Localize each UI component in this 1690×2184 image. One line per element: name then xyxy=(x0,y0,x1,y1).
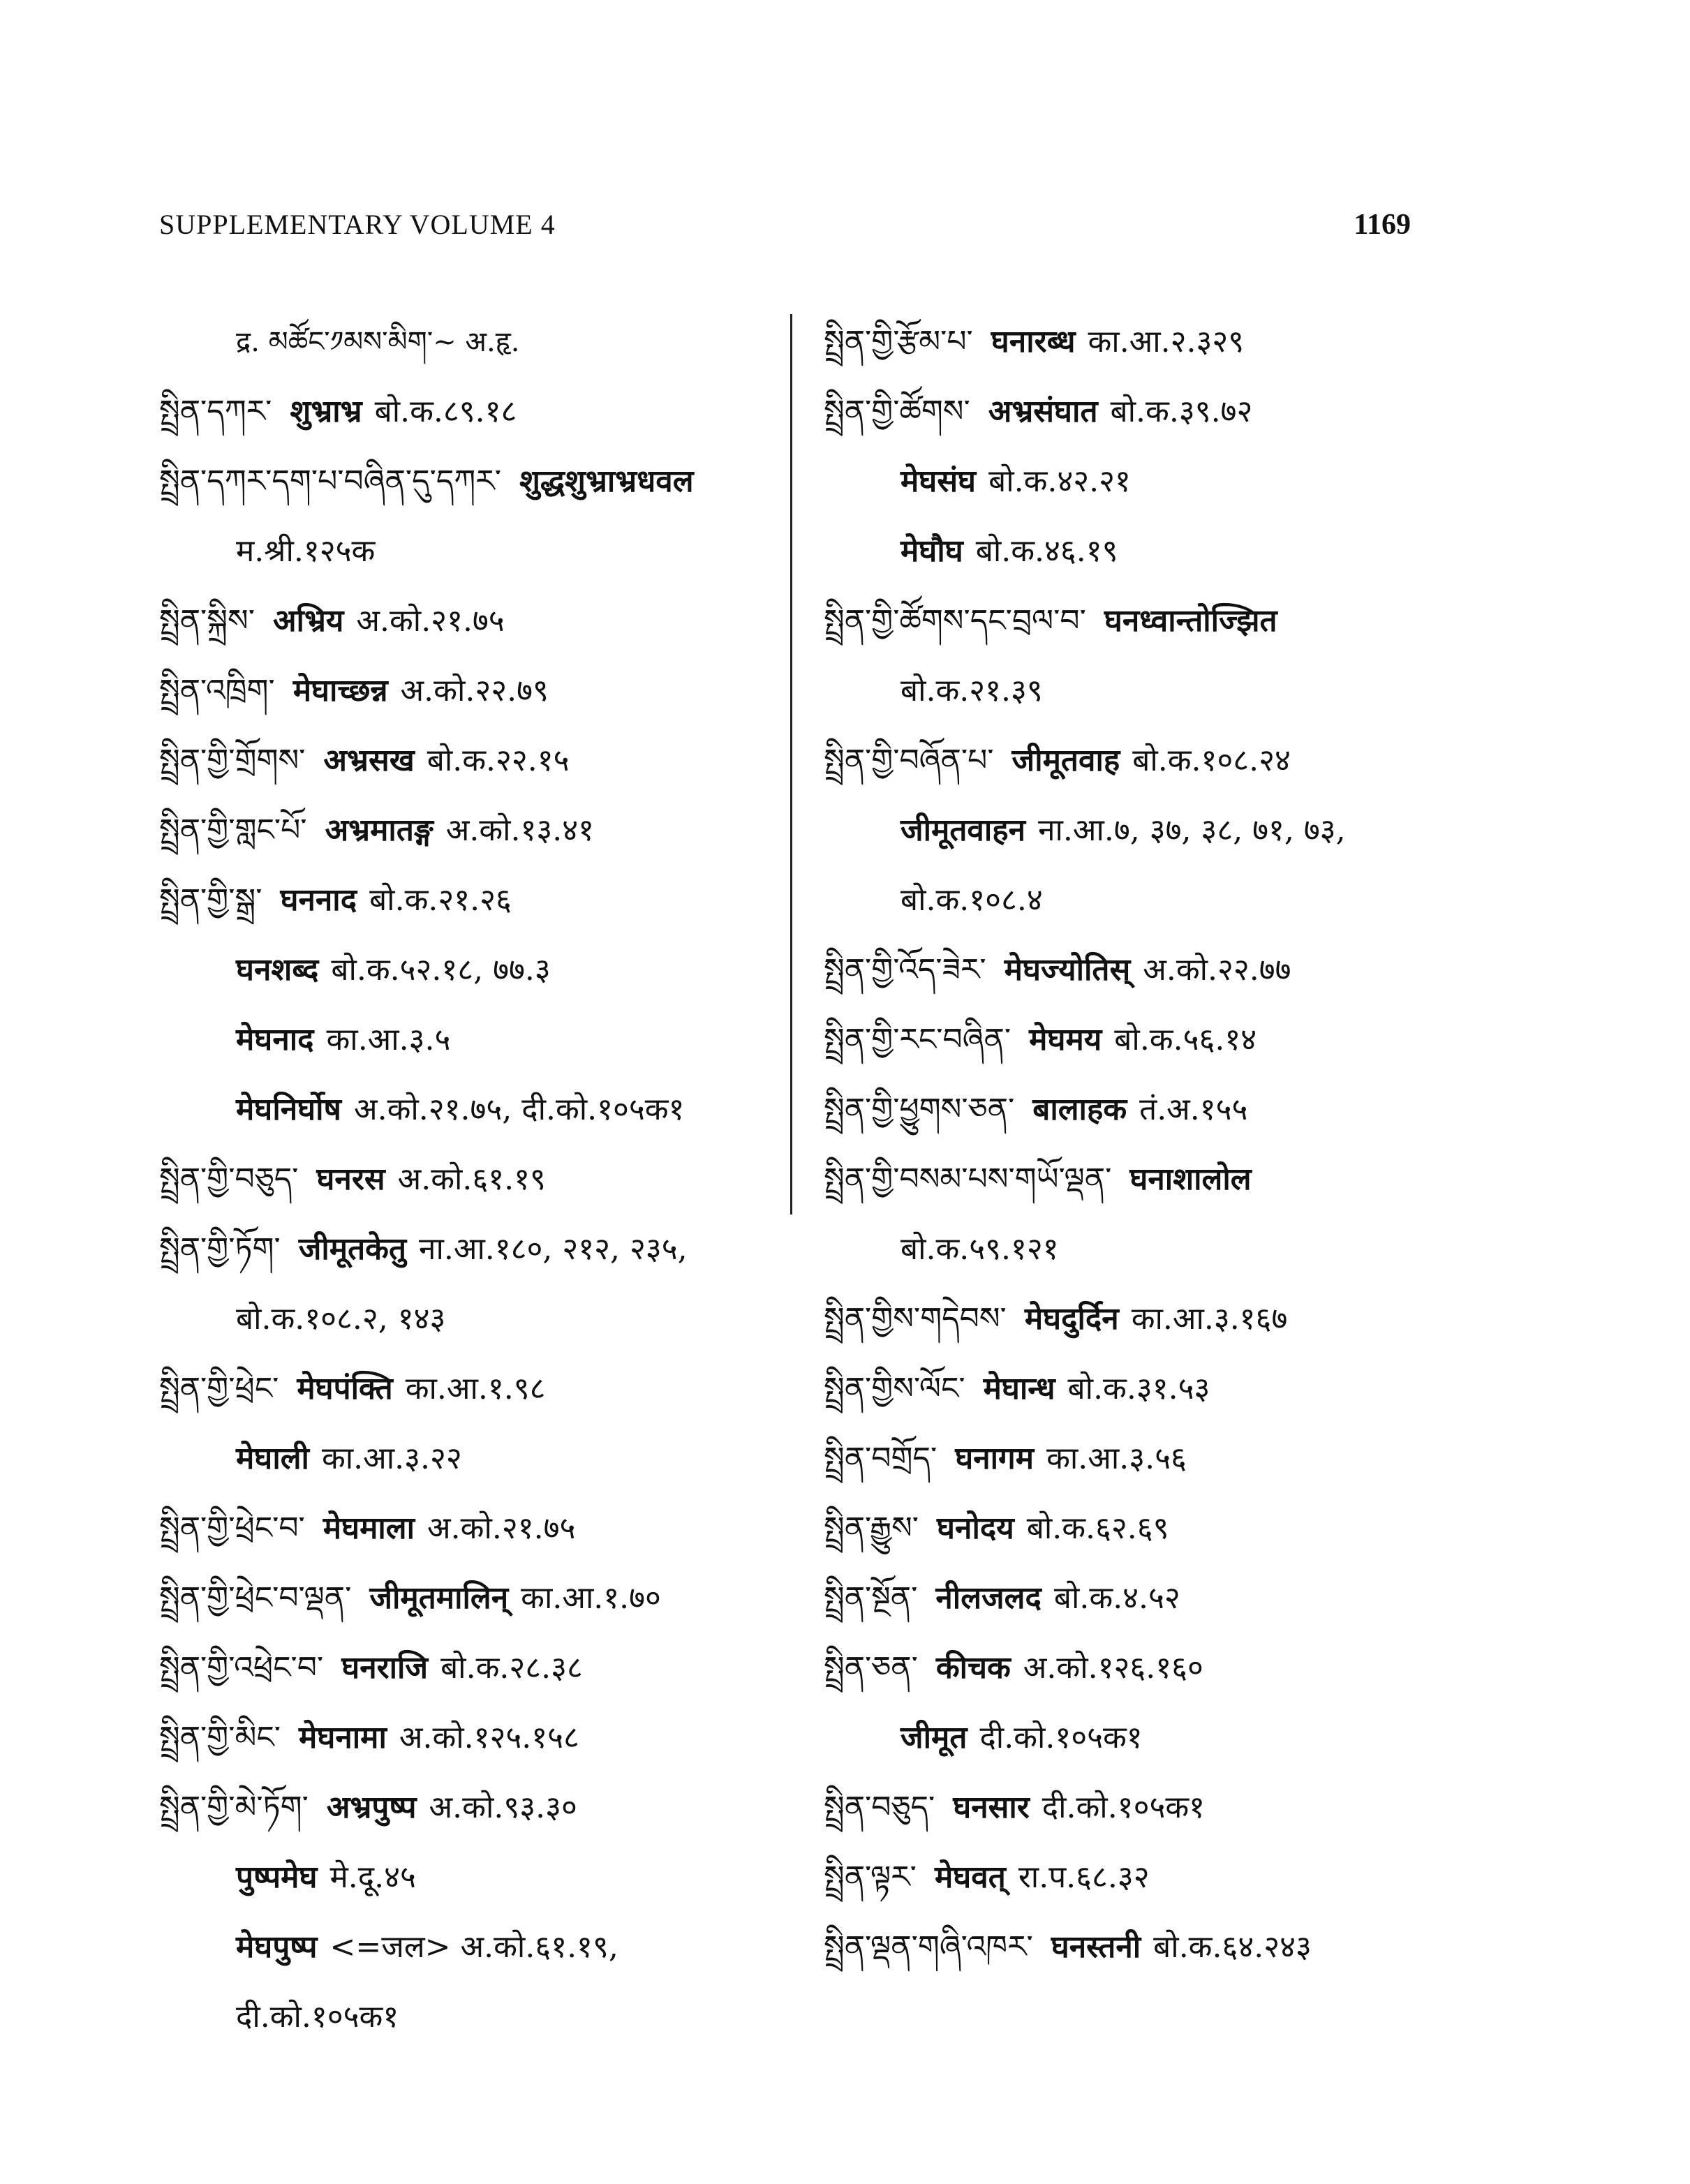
tibetan-headword: སྤྲིན་ཅན་ xyxy=(824,1650,918,1686)
sanskrit-equivalent: मेघदुर्दिन xyxy=(1024,1301,1119,1337)
sub-entry xyxy=(159,1424,787,1494)
sanskrit-equivalent: घनागम xyxy=(955,1441,1035,1476)
dictionary-entry xyxy=(159,1563,787,1633)
dictionary-entry xyxy=(159,1145,787,1214)
source-reference: ना.आ.१८०, २१२, २३५, xyxy=(419,1231,688,1267)
source-reference: अ.को.२१.७५ xyxy=(356,603,505,639)
source-reference: बो.क.३९.७२ xyxy=(1110,394,1253,429)
dictionary-entry xyxy=(824,1005,1452,1075)
dictionary-entry xyxy=(824,1145,1452,1214)
tibetan-headword: སྤྲིན་གྱི་ཚོགས་དང་བྲལ་བ་ xyxy=(824,603,1086,639)
entry-continuation: म.श्री.१२५क xyxy=(236,533,376,569)
tibetan-headword: སྤྲིན་དཀར་ xyxy=(159,394,272,429)
running-head: SUPPLEMENTARY VOLUME 4 xyxy=(159,209,556,240)
tibetan-headword: སྤྲིན་རྒྱུས་ xyxy=(824,1510,919,1546)
entry-continuation: दी.को.१०५क१ xyxy=(236,1999,399,2035)
tibetan-headword: སྤྲིན་གྱི་མེ་ཏོག་ xyxy=(159,1790,309,1825)
page-number: 1169 xyxy=(1354,209,1411,241)
sanskrit-equivalent: अभ्रसख xyxy=(323,743,415,778)
tibetan-headword: སྤྲིན་འཁྲིག་ xyxy=(159,673,275,708)
sanskrit-equivalent: मेघज्योतिस् xyxy=(1004,952,1131,988)
dictionary-entry xyxy=(824,1633,1452,1703)
source-reference: ना.आ.७, ३७, ३८, ७१, ७३, xyxy=(1038,812,1346,848)
sanskrit-equivalent: मेघमाला xyxy=(323,1510,415,1546)
source-reference: का.आ.३.२२ xyxy=(321,1441,462,1476)
source-reference: बो.क.४.५२ xyxy=(1053,1580,1180,1616)
tibetan-headword: སྤྲིན་གྱི་གྲོགས་ xyxy=(159,743,306,778)
tibetan-headword: སྤྲིན་གྱི་ཏོག་ xyxy=(159,1231,281,1267)
dictionary-entry xyxy=(159,1633,787,1703)
tibetan-headword: སྤྲིན་གྱི་སྒྲ་ xyxy=(159,882,262,918)
sanskrit-equivalent: घनध्वान्तोज्झित xyxy=(1104,603,1277,639)
sanskrit-equivalent: मेघसंघ xyxy=(900,463,977,499)
tibetan-headword: སྤྲིན་གྱིས་གདེབས་ xyxy=(824,1301,1007,1337)
tibetan-headword: སྤྲིན་དཀར་དག་པ་བཞིན་དུ་དཀར་ xyxy=(159,463,501,499)
source-reference: बो.क.८९.१८ xyxy=(374,394,517,429)
source-reference: अ.को.२१.७५ xyxy=(427,1510,576,1546)
sanskrit-equivalent: जीमूतमालिन् xyxy=(369,1580,509,1616)
dictionary-entry xyxy=(159,1703,787,1773)
tibetan-headword: སྤྲིན་གྱི་རྩོམ་པ་ xyxy=(824,324,973,359)
source-reference: बो.क.६४.२४३ xyxy=(1153,1929,1312,1965)
sanskrit-equivalent: जीमूत xyxy=(900,1720,968,1755)
sanskrit-equivalent: अभ्रपुष्प xyxy=(326,1790,417,1825)
tibetan-headword: སྤྲིན་གྱི་བཞོན་པ་ xyxy=(824,743,994,778)
sanskrit-equivalent: अभ्रसंघात xyxy=(988,394,1098,429)
source-reference: मे.दू.४५ xyxy=(329,1859,416,1895)
dictionary-entry xyxy=(824,726,1452,796)
entry-continuation: बो.क.१०८.२, १४३ xyxy=(236,1301,446,1337)
dictionary-entry xyxy=(159,586,787,656)
dictionary-entry xyxy=(159,447,787,517)
source-reference: बो.क.२१.२६ xyxy=(369,882,512,918)
dictionary-entry xyxy=(824,307,1452,377)
dictionary-entry xyxy=(159,656,787,726)
source-reference: अ.को.९३.३० xyxy=(429,1790,577,1825)
source-reference: बो.क.३१.५३ xyxy=(1067,1371,1210,1406)
sanskrit-equivalent: पुष्पमेघ xyxy=(236,1859,318,1895)
sub-entry xyxy=(159,1075,787,1145)
source-reference: बो.क.५२.१८, ७७.३ xyxy=(331,952,551,988)
sanskrit-equivalent: मेघनिर्घोष xyxy=(236,1092,341,1127)
dictionary-entry xyxy=(824,1075,1452,1145)
sanskrit-equivalent: मेघाच्छन्न xyxy=(292,673,388,708)
sub-entry xyxy=(159,935,787,1005)
sanskrit-equivalent: घनस्तनी xyxy=(1051,1929,1141,1965)
source-reference: का.आ.३.५६ xyxy=(1046,1441,1187,1476)
source-reference: बो.क.४६.१९ xyxy=(975,533,1118,569)
dictionary-entry xyxy=(159,1214,787,1284)
sanskrit-equivalent: मेघान्ध xyxy=(983,1371,1055,1406)
sanskrit-equivalent: मेघपुष्प xyxy=(236,1929,318,1965)
sanskrit-equivalent: मेघपंक्ति xyxy=(297,1371,393,1406)
tibetan-headword: སྤྲིན་ལྡན་གཞི་འཁར་ xyxy=(824,1929,1033,1965)
sub-entry xyxy=(159,1843,787,1912)
sanskrit-equivalent: मेघमय xyxy=(1029,1022,1102,1057)
tibetan-headword: སྤྲིན་གྱི་གླང་པོ་ xyxy=(159,812,307,848)
sanskrit-equivalent: घनाशालोल xyxy=(1129,1161,1252,1197)
dictionary-entry xyxy=(159,1494,787,1563)
source-reference: का.आ.३.१६७ xyxy=(1131,1301,1288,1337)
dictionary-entry xyxy=(824,1773,1452,1843)
dictionary-entry xyxy=(824,1354,1452,1424)
dictionary-entry xyxy=(824,1284,1452,1354)
source-reference: <=जल> अ.को.६१.१९, xyxy=(329,1929,618,1965)
sanskrit-equivalent: शुद्धशुभ्राभ्रधवल xyxy=(519,463,694,499)
entry-continuation: बो.क.१०८.४ xyxy=(900,882,1043,918)
right-column xyxy=(824,307,1452,1982)
sanskrit-equivalent: घननाद xyxy=(280,882,357,918)
sanskrit-equivalent: घनरस xyxy=(316,1161,385,1197)
tibetan-headword: སྤྲིན་གྱི་ཚོགས་ xyxy=(824,394,970,429)
sanskrit-equivalent: जीमूतवाहन xyxy=(900,812,1026,848)
sub-entry xyxy=(159,1005,787,1075)
source-reference: रा.प.६८.३२ xyxy=(1018,1859,1150,1895)
sanskrit-equivalent: बालाहक xyxy=(1032,1092,1127,1127)
source-reference: अ.को.१२६.१६० xyxy=(1023,1650,1203,1686)
tibetan-headword: སྤྲིན་གྱི་འོད་ཟེར་ xyxy=(824,952,986,988)
sanskrit-equivalent: घनोदय xyxy=(937,1510,1014,1546)
sanskrit-equivalent: जीमूतकेतु xyxy=(298,1231,407,1267)
tibetan-headword: སྤྲིན་བཅུད་ xyxy=(824,1790,935,1825)
tibetan-headword: སྤྲིན་གྱི་ཕྲེང་ xyxy=(159,1371,279,1406)
tibetan-headword: སྤྲིན་བགྲོད་ xyxy=(824,1441,937,1476)
sanskrit-equivalent: कीचक xyxy=(935,1650,1011,1686)
dictionary-entry xyxy=(824,1563,1452,1633)
source-reference: बो.क.१०८.२४ xyxy=(1132,743,1291,778)
dictionary-entry xyxy=(824,377,1452,447)
source-reference: अ.को.६१.१९ xyxy=(397,1161,546,1197)
sanskrit-equivalent: घनसार xyxy=(953,1790,1030,1825)
dictionary-entry xyxy=(824,1843,1452,1912)
sanskrit-equivalent: मेघनाद xyxy=(236,1022,314,1057)
sub-entry xyxy=(824,447,1452,517)
sanskrit-equivalent: घनराजि xyxy=(341,1650,429,1686)
entry-continuation: बो.क.५९.१२१ xyxy=(900,1231,1059,1267)
tibetan-headword: སྤྲིན་གྱི་ཕྲེང་བ་ལྡན་ xyxy=(159,1580,352,1616)
dictionary-entry xyxy=(824,586,1452,656)
sanskrit-equivalent: मेघाली xyxy=(236,1441,309,1476)
cross-reference: द्र. མཚོང་༡མས་མིག་~ अ.हृ. xyxy=(236,326,520,358)
sanskrit-equivalent: घनशब्द xyxy=(236,952,319,988)
dictionary-entry xyxy=(824,1424,1452,1494)
dictionary-entry xyxy=(824,1912,1452,1982)
sub-entry xyxy=(159,1912,787,1982)
dictionary-entry xyxy=(824,1494,1452,1563)
dictionary-entry xyxy=(159,866,787,935)
tibetan-headword: སྤྲིན་ལྟར་ xyxy=(824,1859,917,1895)
column-divider xyxy=(790,314,792,1214)
tibetan-headword: སྤྲིན་གྱི་ཕྱུགས་ཅན་ xyxy=(824,1092,1015,1127)
sanskrit-equivalent: मेघनामा xyxy=(299,1720,387,1755)
source-reference: का.आ.२.३२९ xyxy=(1088,324,1245,359)
tibetan-headword: སྤྲིན་གྱི་ཕྲེང་བ་ xyxy=(159,1510,305,1546)
sanskrit-equivalent: शुभ्राभ्र xyxy=(290,394,362,429)
source-reference: बो.क.२२.१५ xyxy=(427,743,570,778)
source-reference: अ.को.१२५.१५८ xyxy=(399,1720,579,1755)
entry-continuation: बो.क.२१.३९ xyxy=(900,673,1043,708)
source-reference: बो.क.५६.१४ xyxy=(1114,1022,1257,1057)
source-reference: अ.को.२१.७५, दी.को.१०५क१ xyxy=(353,1092,685,1127)
tibetan-headword: སྤྲིན་སྐྲིས་ xyxy=(159,603,255,639)
dictionary-entry xyxy=(159,1773,787,1843)
source-reference: बो.क.२८.३८ xyxy=(440,1650,583,1686)
sanskrit-equivalent: अभ्रिय xyxy=(272,603,344,639)
source-reference: का.आ.१.९८ xyxy=(405,1371,546,1406)
tibetan-headword: སྤྲིན་གྱི་བསམ་པས་གཡོ་ལྡན་ xyxy=(824,1161,1112,1197)
dictionary-entry xyxy=(159,726,787,796)
dictionary-entry xyxy=(159,377,787,447)
source-reference: अ.को.१३.४१ xyxy=(445,812,595,848)
source-reference: दी.को.१०५क१ xyxy=(979,1720,1143,1755)
source-reference: अ.को.२२.७९ xyxy=(400,673,549,708)
source-reference: बो.क.६२.६९ xyxy=(1026,1510,1169,1546)
dictionary-entry xyxy=(159,796,787,866)
sanskrit-equivalent: मेघवत् xyxy=(934,1859,1006,1895)
dictionary-entry xyxy=(159,1354,787,1424)
source-reference: तं.अ.१५५ xyxy=(1139,1092,1248,1127)
tibetan-headword: སྤྲིན་གྱི་འཕྲེང་བ་ xyxy=(159,1650,324,1686)
dictionary-entry xyxy=(824,935,1452,1005)
source-reference: अ.को.२२.७७ xyxy=(1143,952,1291,988)
sub-entry xyxy=(824,796,1452,866)
source-reference: बो.क.४२.२१ xyxy=(988,463,1131,499)
sub-entry xyxy=(824,1703,1452,1773)
tibetan-headword: སྤྲིན་གྱི་རང་བཞིན་ xyxy=(824,1022,1011,1057)
source-reference: दी.को.१०५क१ xyxy=(1042,1790,1205,1825)
sanskrit-equivalent: मेघौघ xyxy=(900,533,963,569)
source-reference: का.आ.१.७० xyxy=(521,1580,661,1616)
sanskrit-equivalent: नीलजलद xyxy=(935,1580,1042,1616)
sanskrit-equivalent: घनारब्ध xyxy=(991,324,1076,359)
source-reference: का.आ.३.५ xyxy=(326,1022,451,1057)
sanskrit-equivalent: अभ्रमातङ्ग xyxy=(325,812,433,848)
tibetan-headword: སྤྲིན་གྱི་མིང་ xyxy=(159,1720,281,1755)
sub-entry xyxy=(824,517,1452,586)
tibetan-headword: སྤྲིན་སྔོན་ xyxy=(824,1580,918,1616)
tibetan-headword: སྤྲིན་གྱི་བཅུད་ xyxy=(159,1161,299,1197)
page-header xyxy=(159,208,1411,242)
tibetan-headword: སྤྲིན་གྱིས་ལོང་ xyxy=(824,1371,965,1406)
left-column xyxy=(159,307,787,2052)
sanskrit-equivalent: जीमूतवाह xyxy=(1011,743,1120,778)
